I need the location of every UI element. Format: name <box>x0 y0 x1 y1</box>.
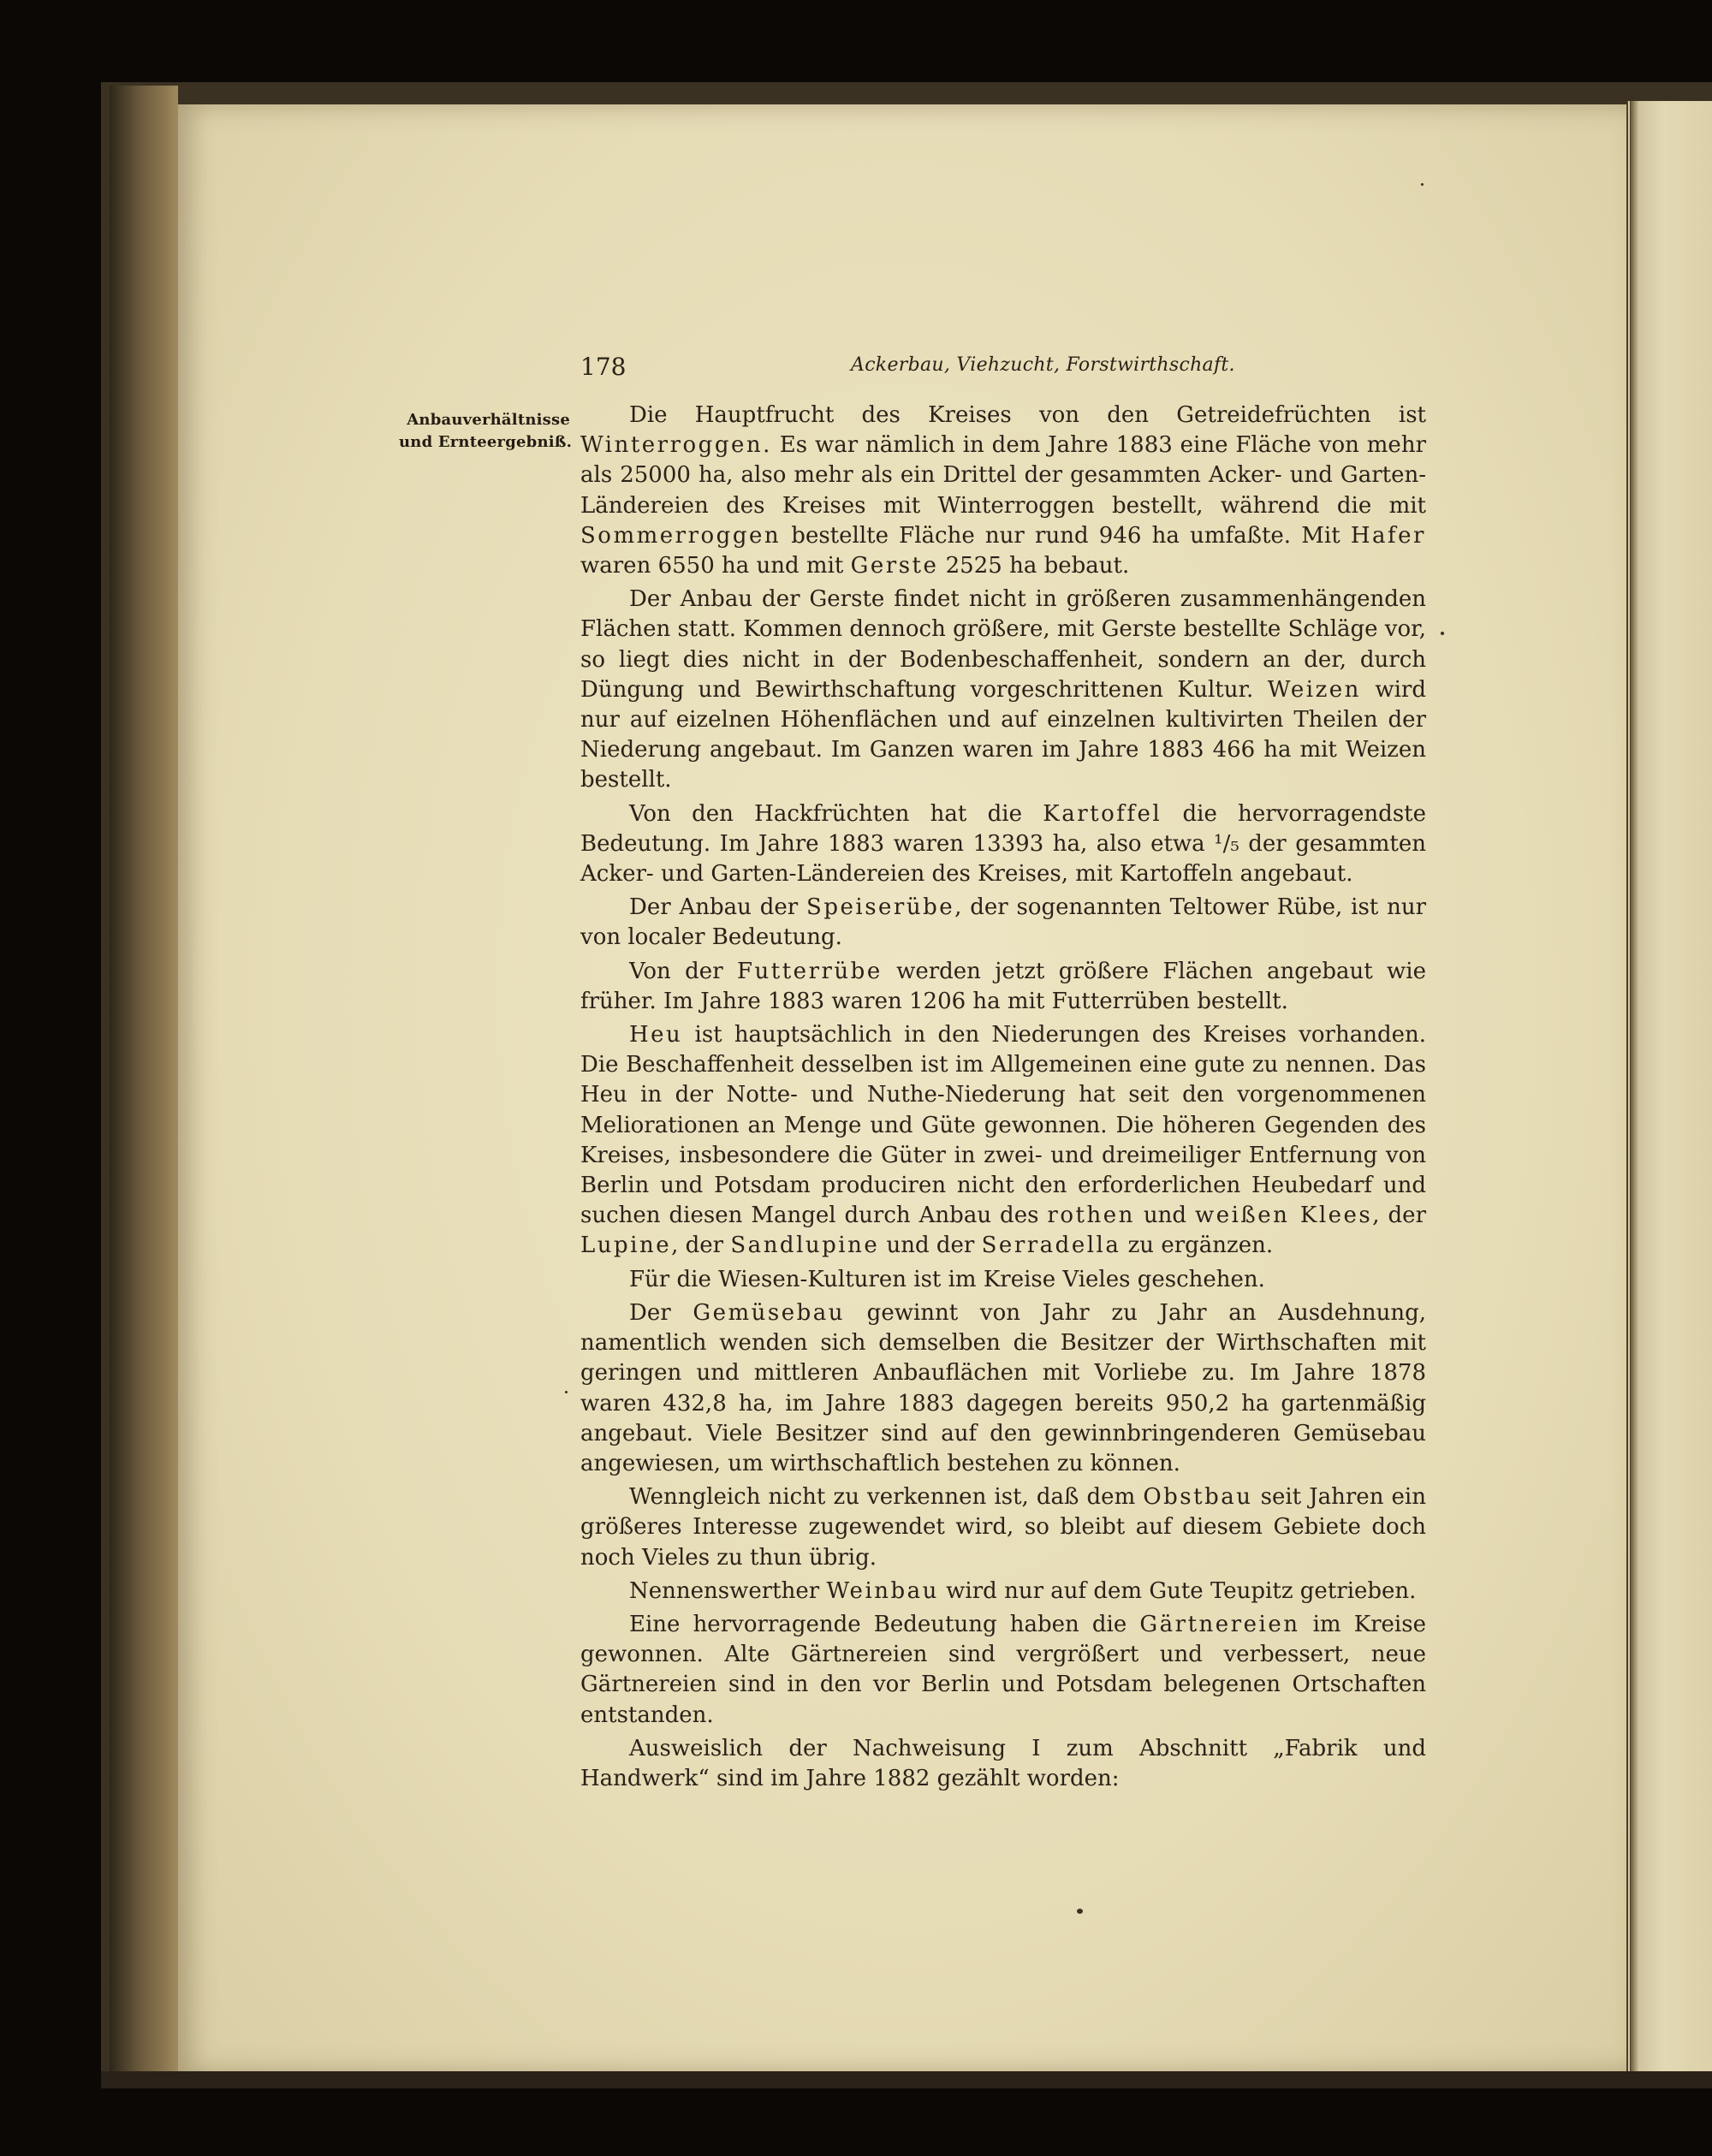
margin-note-line: und Ernteergebniß. <box>399 433 573 451</box>
spaced-emphasis: Obstbau <box>1143 1484 1253 1511</box>
margin-note <box>399 409 573 454</box>
spaced-emphasis: Weizen <box>1267 676 1361 703</box>
spaced-emphasis: Sommerroggen <box>580 522 782 549</box>
spaced-emphasis: Gerste <box>850 553 939 579</box>
margin-note-line: Anbauverhältnisse <box>407 411 570 429</box>
paper-speck <box>1421 183 1424 186</box>
spaced-emphasis: weißen Klees <box>1194 1203 1373 1229</box>
spaced-emphasis: Lupine <box>580 1232 672 1259</box>
paragraph: Heu ist hauptsächlich in den Niederungen des Kreises vorhanden. Die Beschaffenheit desselben ist im Allgemeinen eine gute zu nennen. Das Heu in der Notte- und Nuthe-Niederung hat seit den vorgenommenen Meliorationen an Menge und Güte gewonnen. Die höheren Gegenden des Kreises, insbesondere die Güter in zwei- und dreimeiliger Entfernung von Berlin und Potsdam produciren nicht den erforderlichen Heubedarf und suchen diesen Mangel durch Anbau des rothen und weißen Klees, der Lupine, der Sandlupine und der Serradella zu ergänzen. <box>580 1022 1426 1259</box>
spaced-emphasis: Kartoffel <box>1043 800 1162 827</box>
paragraph: Von den Hackfrüchten hat die Kartoffel die hervorragendste Bedeutung. Im Jahre 1883 waren 13393 ha, also etwa ¹/₅ der gesammten Acker- und Garten-Ländereien des Kreises, mit Kartoffeln angebaut. <box>580 800 1426 888</box>
paragraph: Die Hauptfrucht des Kreises von den Getreidefrüchten ist Winterroggen. Es war nämlich in dem Jahre 1883 eine Fläche von mehr als 25000 ha, also mehr als ein Drittel der gesammten Acker- und Garten-Ländereien des Kreises mit Winterroggen bestellt, während die mit Sommerroggen bestellte Fläche nur rund 946 ha umfaßte. Mit Hafer waren 6550 ha und mit Gerste 2525 ha bebaut. <box>580 402 1426 579</box>
paragraph: Eine hervorragende Bedeutung haben die Gärtnereien im Kreise gewonnen. Alte Gärtnereien sind vergrößert und verbessert, neue Gärtnereien sind in den vor Berlin und Potsdam belegenen Ortschaften entstanden. <box>580 1611 1426 1728</box>
body-text <box>580 401 1426 1797</box>
paper-speck <box>1077 1909 1083 1914</box>
paragraph: Wenngleich nicht zu verkennen ist, daß dem Obstbau seit Jahren ein größeres Interesse zugewendet wird, so bleibt auf diesem Gebiete doch noch Vieles zu thun übrig. <box>580 1484 1426 1571</box>
paper-speck <box>1441 632 1444 635</box>
book-spine-edge <box>110 86 178 2080</box>
paragraph: Der Gemüsebau gewinnt von Jahr zu Jahr an Ausdehnung, namentlich wenden sich demselben die Besitzer der Wirthschaften mit geringen und mittleren Anbauflächen mit Vorliebe zu. Im Jahre 1878 waren 432,8 ha, im Jahre 1883 dagegen bereits 950,2 ha gartenmäßig angebaut. Viele Besitzer sind auf den gewinnbringenderen Gemüsebau angewiesen, um wirthschaftlich bestehen zu können. <box>580 1299 1426 1476</box>
spaced-emphasis: Heu <box>629 1022 683 1048</box>
paragraph: Nennenswerther Weinbau wird nur auf dem Gute Teupitz getrieben. <box>629 1577 1417 1604</box>
paragraph: Für die Wiesen-Kulturen ist im Kreise Vieles geschehen. <box>629 1266 1265 1292</box>
paragraph: Ausweislich der Nachweisung I zum Abschnitt „Fabrik und Handwerk“ sind im Jahre 1882 gezählt worden: <box>580 1735 1426 1791</box>
paragraph: Der Anbau der Gerste findet nicht in größeren zusammenhängenden Flächen statt. Kommen dennoch größere, mit Gerste bestellte Schläge vor, so liegt dies nicht in der Bodenbeschaffenheit, sondern an der, durch Düngung und Bewirthschaftung vorgeschrittenen Kultur. Weizen wird nur auf eizelnen Höhenflächen und auf einzelnen kultivirten Theilen der Niederung angebaut. Im Ganzen waren im Jahre 1883 466 ha mit Weizen bestellt. <box>580 586 1426 793</box>
spaced-emphasis: Speiserübe <box>806 894 955 921</box>
page-number: 178 <box>580 353 627 381</box>
spaced-emphasis: Weinbau <box>826 1577 939 1604</box>
paragraph: Von der Futterrübe werden jetzt größere Flächen angebaut wie früher. Im Jahre 1883 waren 1206 ha mit Futterrüben bestellt. <box>580 958 1426 1014</box>
spaced-emphasis: Sandlupine <box>730 1232 880 1259</box>
spaced-emphasis: Futterrübe <box>737 958 883 984</box>
spaced-emphasis: Gemüsebau <box>693 1299 846 1326</box>
paper-speck <box>565 1391 568 1393</box>
running-head: Ackerbau, Viehzucht, Forstwirthschaft. <box>851 354 1235 376</box>
book-bottom-edge <box>101 2071 1712 2088</box>
spaced-emphasis: Gärtnereien <box>1139 1611 1300 1637</box>
spaced-emphasis: Winterroggen. <box>580 432 772 459</box>
spaced-emphasis: Hafer <box>1350 522 1426 549</box>
facing-page-edge <box>1631 101 1712 2087</box>
paragraph: Der Anbau der Speiserübe, der sogenannten Teltower Rübe, ist nur von localer Bedeutung. <box>580 894 1427 951</box>
spaced-emphasis: Serradella <box>981 1232 1121 1259</box>
spaced-emphasis: rothen <box>1047 1203 1135 1229</box>
